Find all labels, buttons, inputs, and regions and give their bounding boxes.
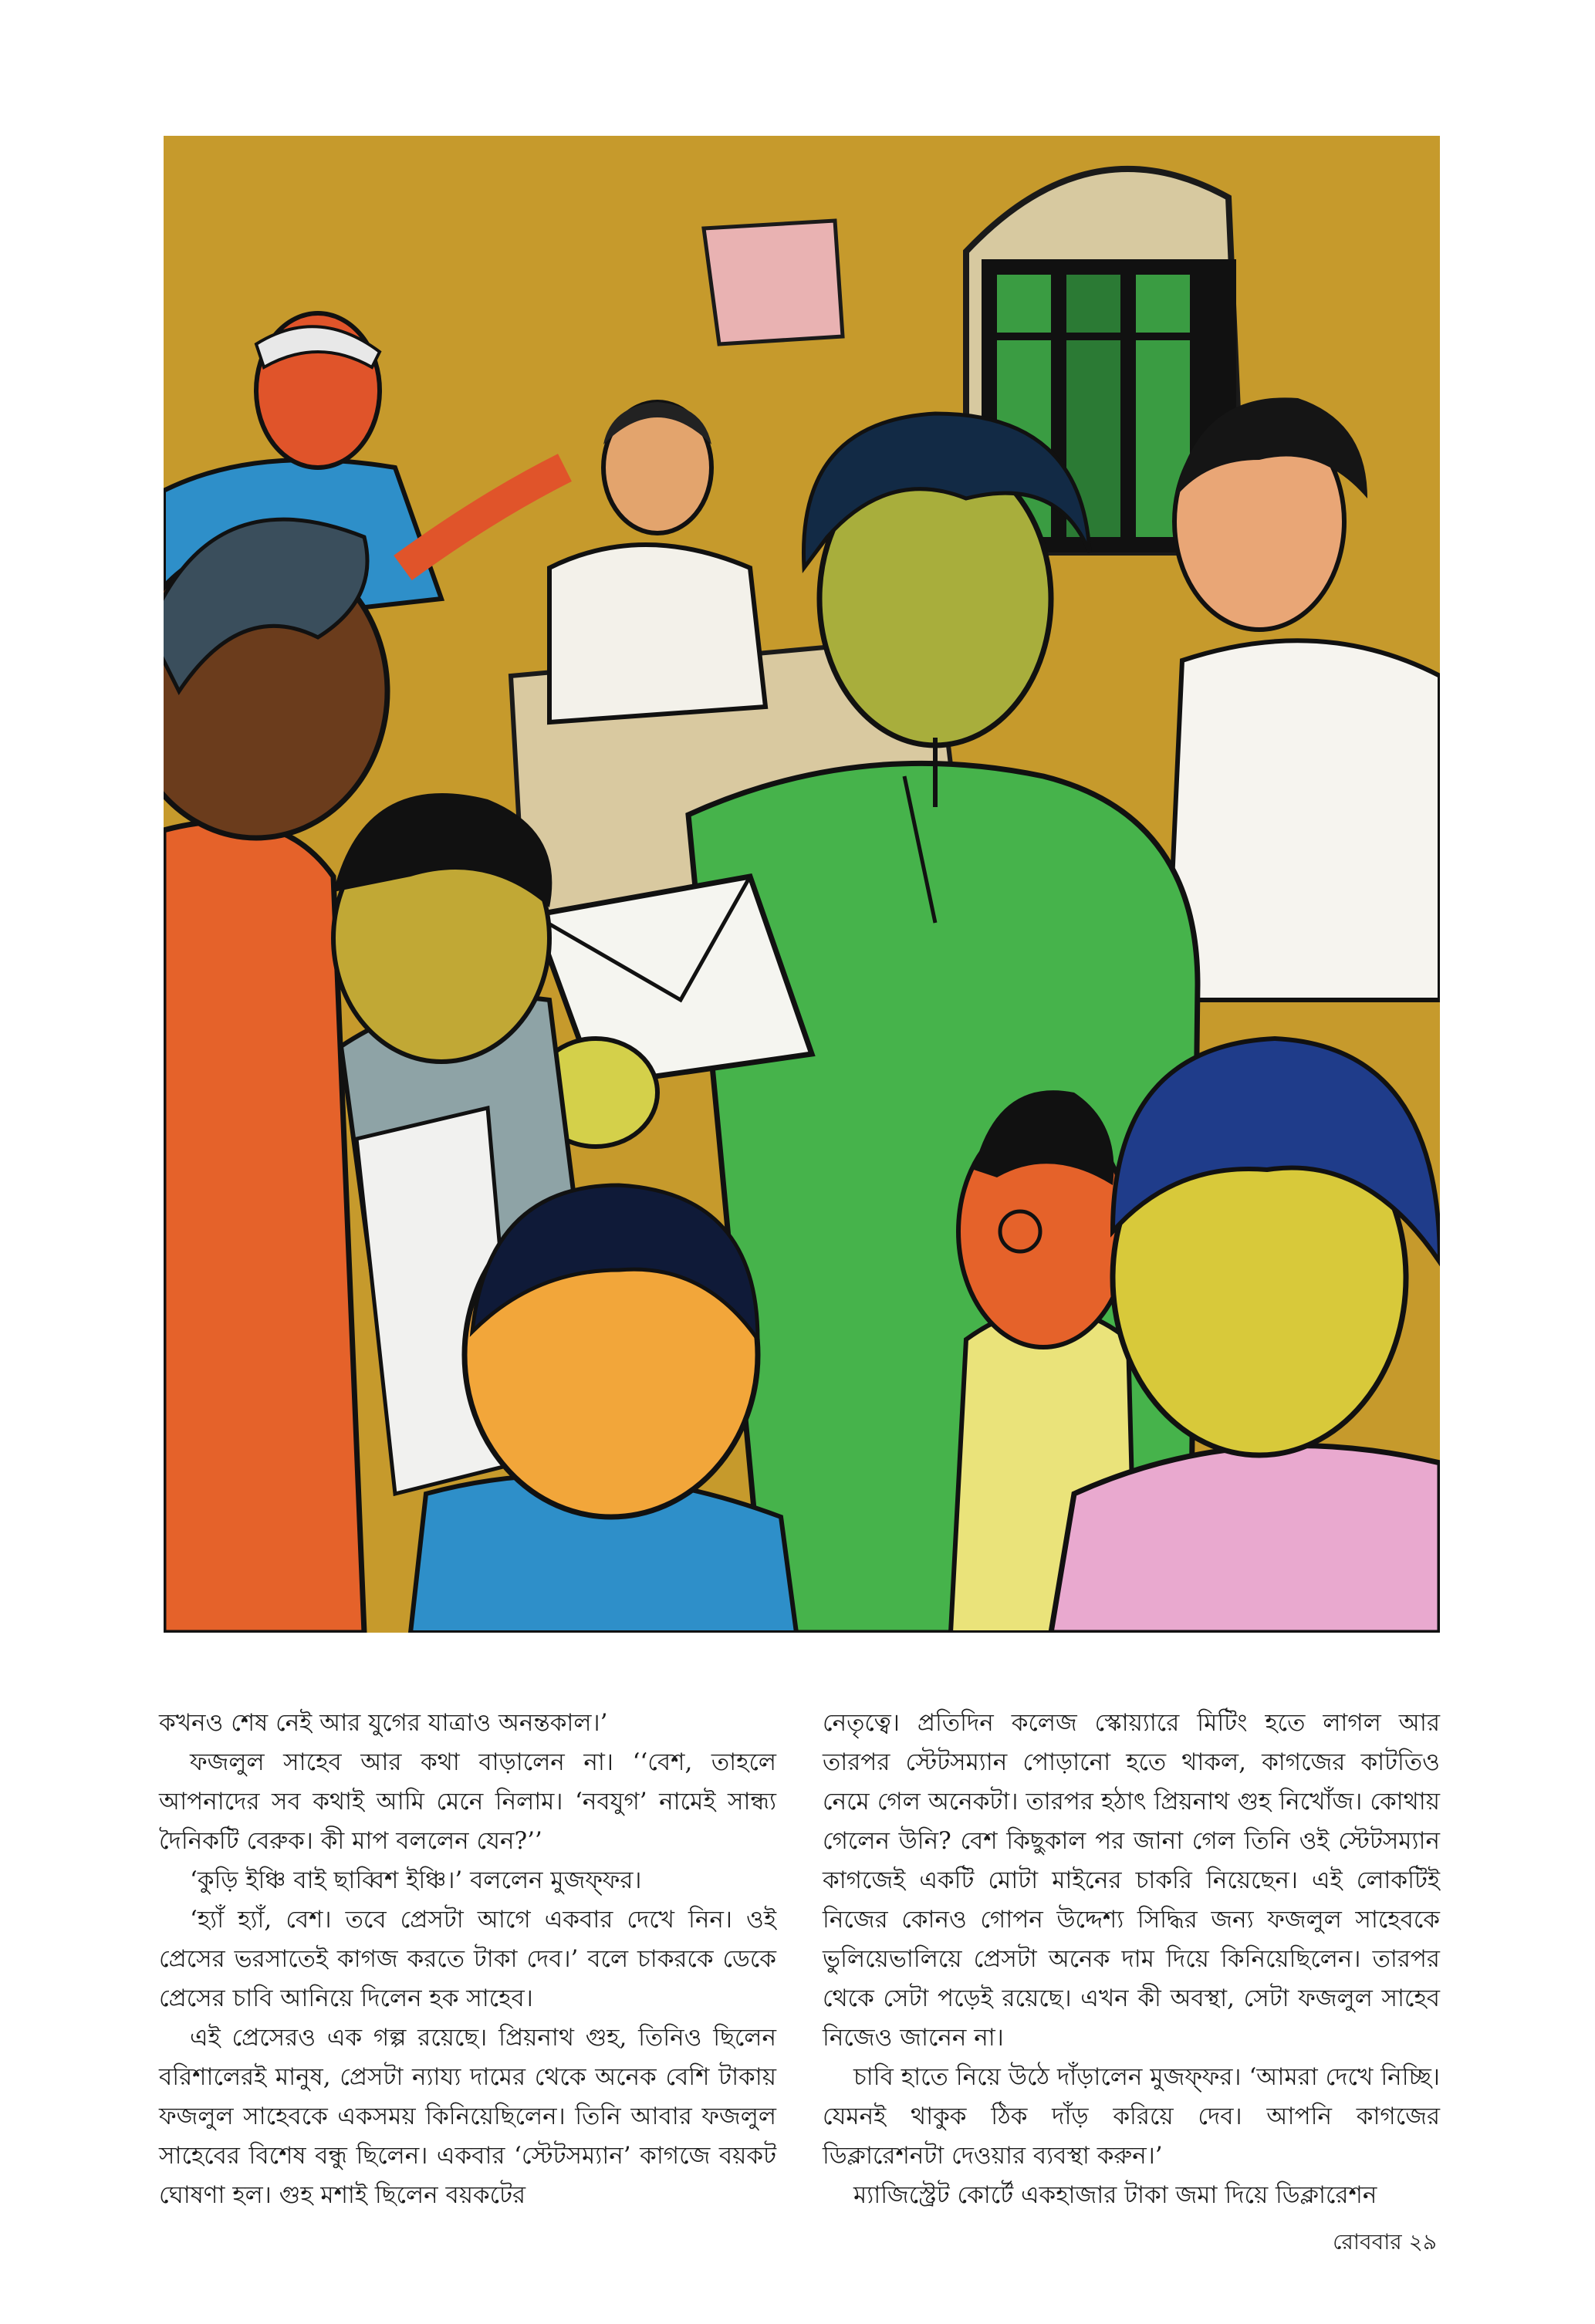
curtain: [704, 221, 843, 344]
illustration-artwork: [164, 136, 1440, 1633]
paragraph: কখনও শেষ নেই আর যুগের যাত্রাও অনন্তকাল।’: [159, 1709, 608, 1737]
paragraph: এই প্রেসেরও এক গল্প রয়েছে। প্রিয়নাথ গুহ, তিনিও ছিলেন বরিশালেরই মানুষ, প্রেসটা ন্যায্য দামের থেকে অনেক বেশি টাকায় ফজলুল সাহেবকে একসময় কিনিয়েছিলেন। তিনি আবার ফজলুল সাহেবের বিশেষ বন্ধু ছিলেন। একবার ‘স্টেটসম্যান’ কাগজে বয়কট ঘোষণা হল। গুহ মশাই ছিলেন বয়কটের: [159, 2024, 776, 2209]
paragraph: চাবি হাতে নিয়ে উঠে দাঁড়ালেন মুজফ্ফর। ‘আমরা দেখে নিচ্ছি। যেমনই থাকুক ঠিক দাঁড় করিয়ে দেব। আপনি কাগজের ডিক্লারেশনটা দেওয়ার ব্যবস্থা করুন।’: [823, 2063, 1440, 2170]
paragraph: ম্যাজিস্ট্রেট কোর্টে একহাজার টাকা জমা দিয়ে ডিক্লারেশন: [853, 2181, 1377, 2209]
story-illustration: [164, 136, 1440, 1633]
paragraph: ‘হ্যাঁ হ্যাঁ, বেশ। তবে প্রেসটা আগে একবার দেখে নিন। ওই প্রেসের ভরসাতেই কাগজ করতে টাকা দেব।’ বলে চাকরকে ডেকে প্রেসের চাবি আনিয়ে দিলেন হক সাহেব।: [159, 1906, 776, 2012]
paragraph: নেতৃত্বে। প্রতিদিন কলেজ স্কোয়্যারে মিটিং হতে লাগল আর তারপর স্টেটসম্যান পোড়ানো হতে থাকল, কাগজের কাটতিও নেমে গেল অনেকটা। তারপর হঠাৎ প্রিয়নাথ গুহ নিখোঁজ। কোথায় গেলেন উনি? বেশ কিছুকাল পর জানা গেল তিনি ওই স্টেটসম্যান কাগজেই একটি মোটা মাইনের চাকরি নিয়েছেন। এই লোকটিই নিজের কোনও গোপন উদ্দেশ্য সিদ্ধির জন্য ফজলুল সাহেবকে ভুলিয়েভালিয়ে প্রেসটা অনেক দাম দিয়ে কিনিয়েছিলেন। তারপর থেকে সেটা পড়েই রয়েছে। এখন কী অবস্থা, সেটা ফজলুল সাহেব নিজেও জানেন না।: [823, 1709, 1440, 2052]
paragraph: ‘কুড়ি ইঞ্চি বাই ছাব্বিশ ইঞ্চি।’ বললেন মুজফ্ফর।: [190, 1866, 642, 1894]
page-footer-label: রোববার ২৯: [1333, 2229, 1437, 2255]
article-column-right: [823, 1704, 1440, 2215]
paragraph: ফজলুল সাহেব আর কথা বাড়ালেন না। ‘‘বেশ, তাহলে আপনাদের সব কথাই আমি মেনে নিলাম। ‘নবযুগ’ নামেই সান্ধ্য দৈনিকটি বেরুক। কী মাপ বললেন যেন?’’: [159, 1748, 776, 1855]
article-column-left: [159, 1704, 776, 2215]
